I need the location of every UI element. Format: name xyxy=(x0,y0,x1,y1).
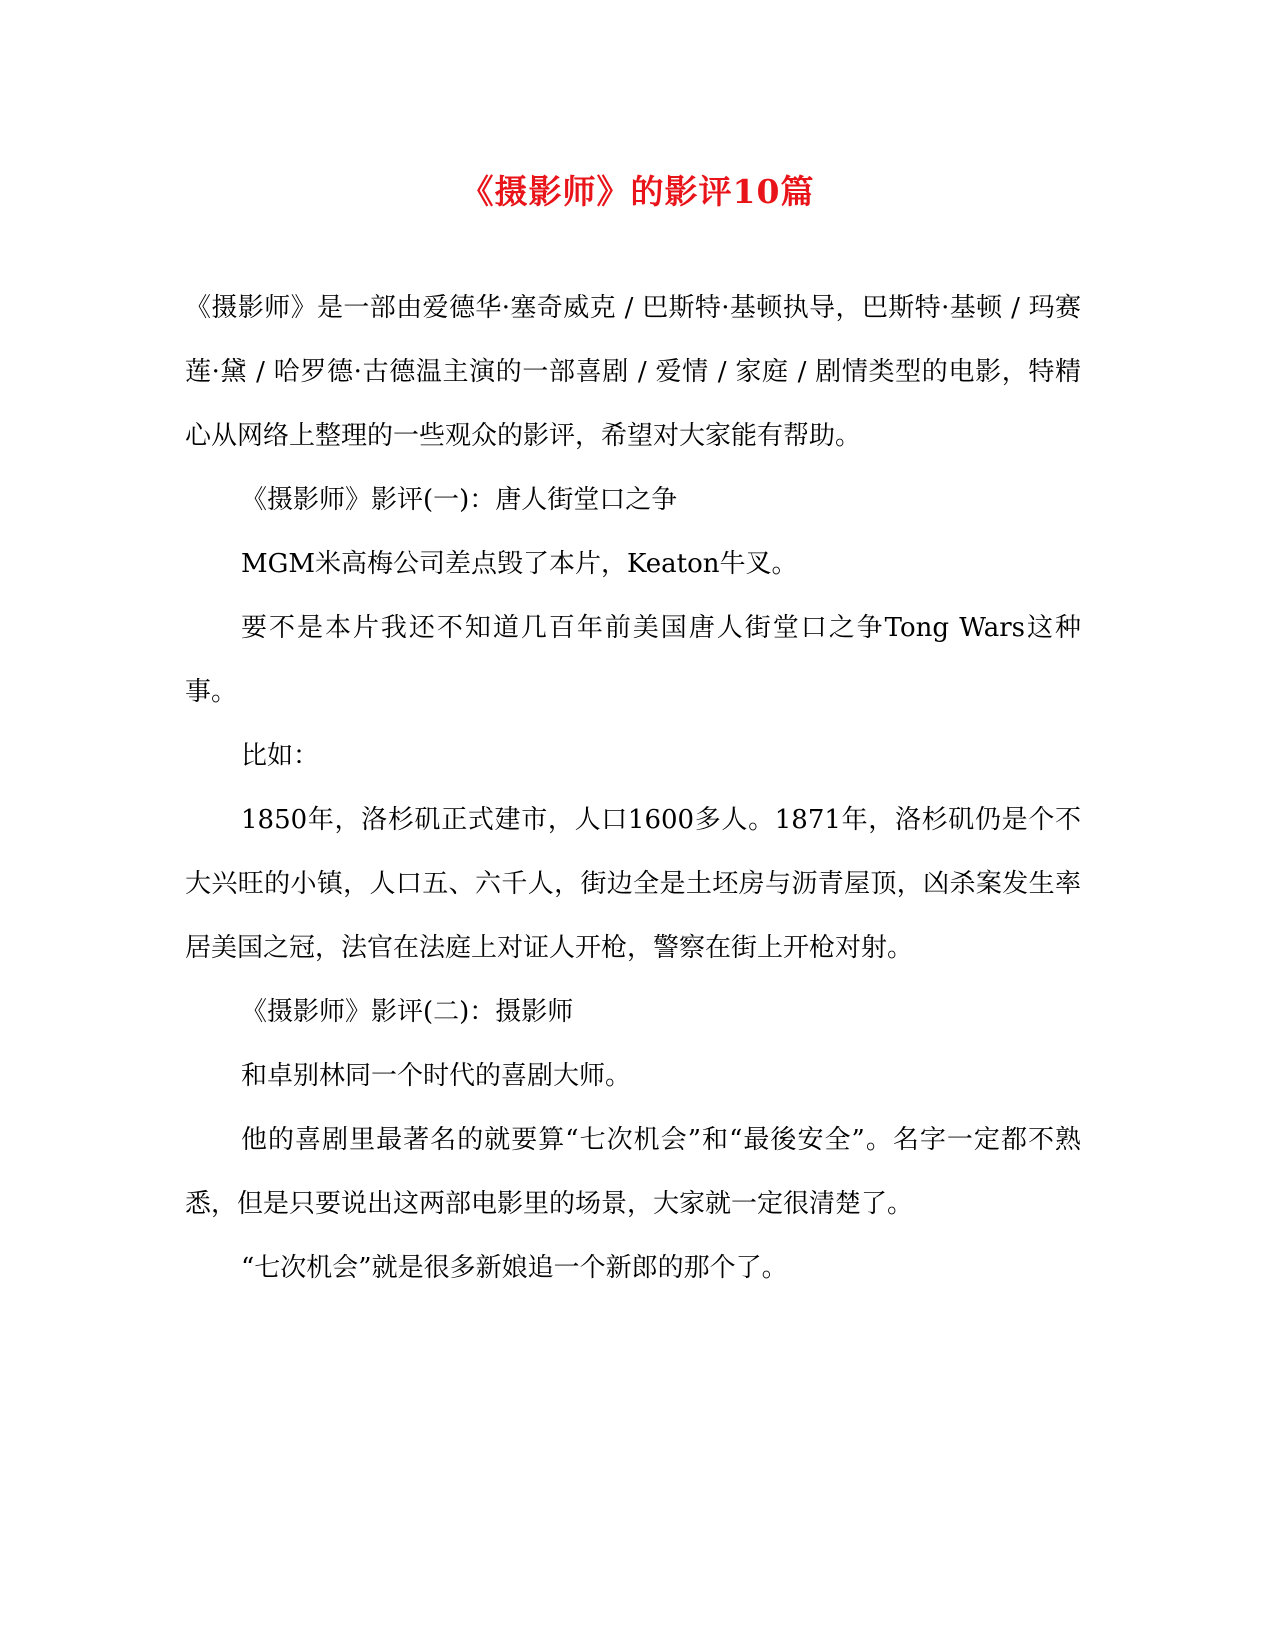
document-body xyxy=(185,276,1081,1300)
paragraph-tong-wars: 要不是本片我还不知道几百年前美国唐人街堂口之争Tong Wars这种事。 xyxy=(185,613,1081,707)
paragraph-for-example: 比如： xyxy=(241,741,320,771)
paragraph-los-angeles-history: 1850年，洛杉矶正式建市，人口1600多人。1871年，洛杉矶仍是个不大兴旺的小镇，人口五、六千人，街边全是土坯房与沥青屋顶，凶杀案发生率居美国之冠，法官在法庭上对证人开枪，警察在街上开枪对射。 xyxy=(185,805,1081,963)
paragraph-mgm: MGM米高梅公司差点毁了本片，Keaton牛叉。 xyxy=(241,549,798,579)
paragraph-comedy-master: 和卓别林同一个时代的喜剧大师。 xyxy=(241,1061,632,1091)
intro-paragraph: 《摄影师》是一部由爱德华·塞奇威克 / 巴斯特·基顿执导，巴斯特·基顿 / 玛赛莲·黛 / 哈罗德·古德温主演的一部喜剧 / 爱情 / 家庭 / 剧情类型的电影，特精心从网络上整理的一些观众的影评，希望对大家能有帮助。 xyxy=(185,293,1081,451)
paragraph-seven-chances: “七次机会”就是很多新娘追一个新郎的那个了。 xyxy=(241,1253,788,1283)
review-1-heading: 《摄影师》影评(一)：唐人街堂口之争 xyxy=(241,485,678,515)
review-2-heading: 《摄影师》影评(二)：摄影师 xyxy=(241,997,574,1027)
document-title: 《摄影师》的影评10篇 xyxy=(460,172,815,211)
paragraph-famous-comedies: 他的喜剧里最著名的就要算“七次机会”和“最後安全”。名字一定都不熟悉，但是只要说出这两部电影里的场景，大家就一定很清楚了。 xyxy=(185,1125,1081,1219)
